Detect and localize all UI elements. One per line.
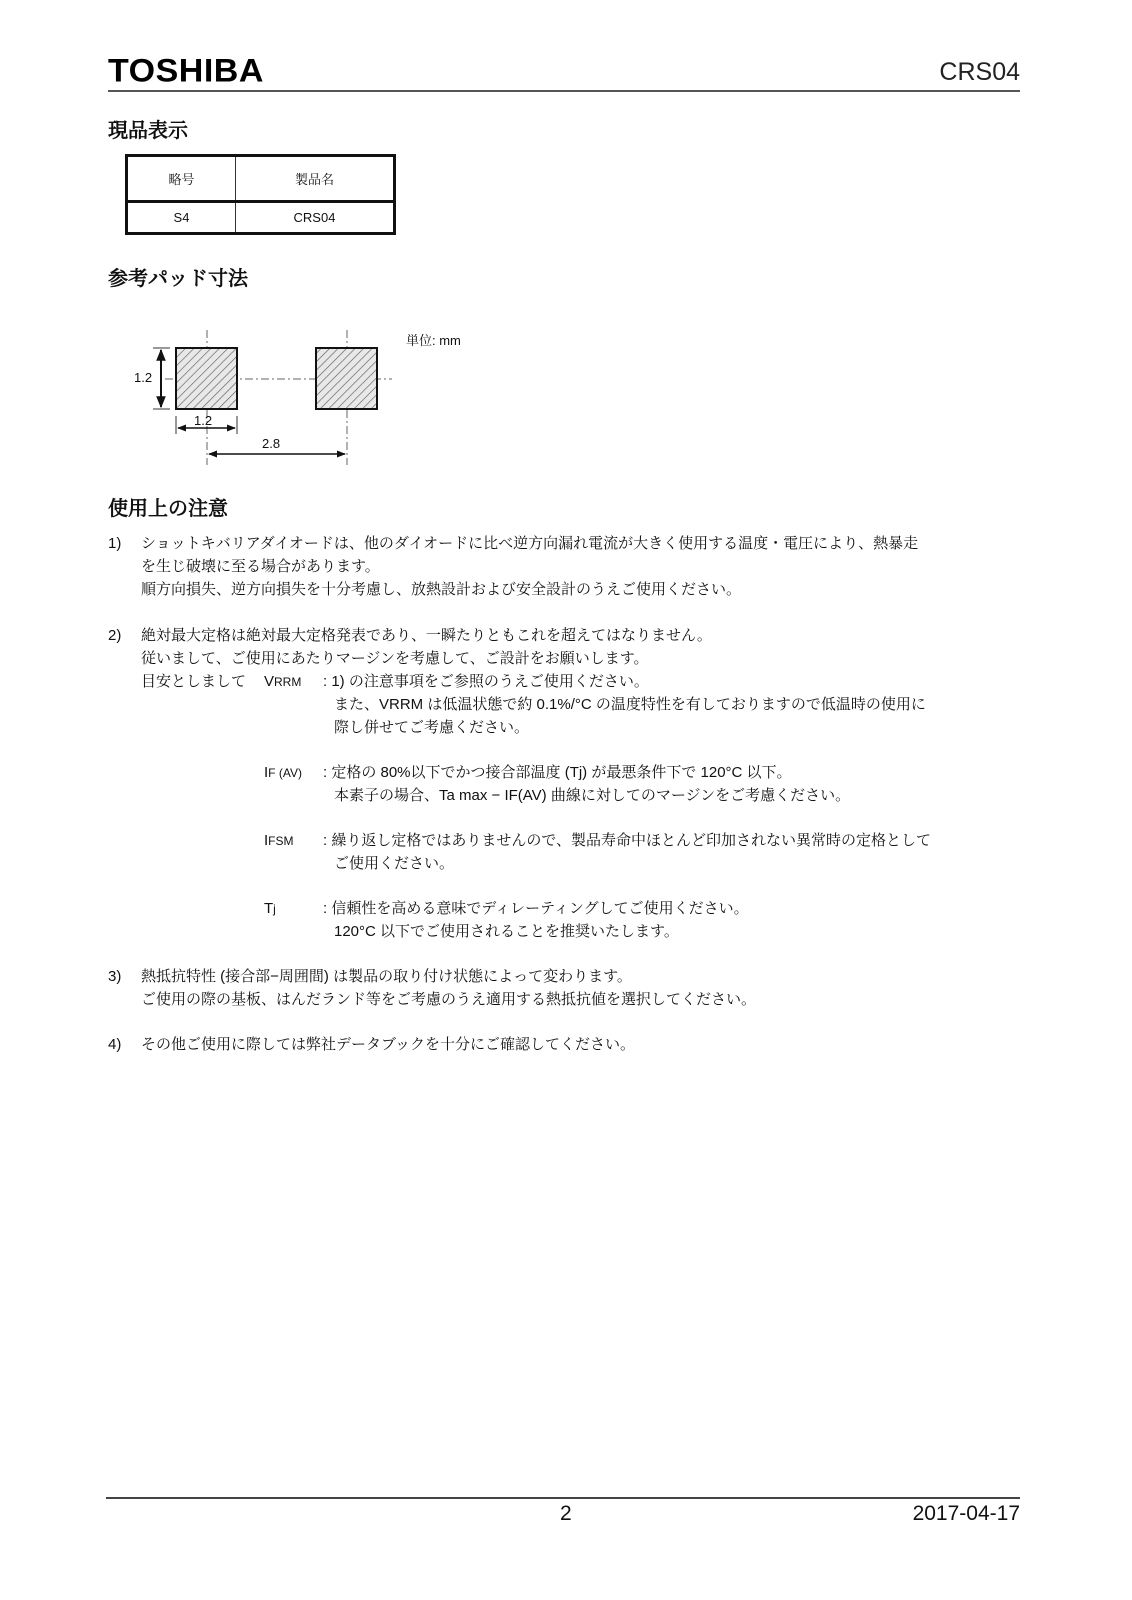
guide-label: 目安としまして: [141, 673, 247, 690]
page-number: 2: [560, 1502, 572, 1525]
pad-left: [176, 348, 237, 409]
param-text: ご使用ください。: [334, 855, 455, 872]
notes-list: [108, 532, 1020, 1052]
footer-divider: [106, 1497, 1020, 1499]
param-text: : 1) の注意事項をご参照のうえご使用ください。: [323, 673, 649, 690]
param-text: 120°C 以下でご使用されることを推奨いたします。: [334, 923, 679, 940]
param-symbol-vrrm: VRRM: [264, 673, 302, 690]
table-header-cell: 略号: [127, 156, 236, 202]
param-text: : 定格の 80%以下でかつ接合部温度 (Tj) が最悪条件下で 120°C 以下。: [323, 764, 792, 781]
note-text: を生じ破壊に至る場合があります。: [141, 558, 380, 575]
toshiba-logo: TOSHIBA: [108, 52, 264, 90]
param-symbol-ifsm: IFSM: [264, 832, 294, 849]
table-header-cell: 製品名: [236, 156, 395, 202]
note-number: 4): [108, 1036, 122, 1053]
table-row: [127, 202, 395, 234]
table-header-row: [127, 156, 395, 202]
param-text: : 信頼性を高める意味でディレーティングしてご使用ください。: [323, 900, 749, 917]
param-symbol-if-av: IF (AV): [264, 764, 302, 781]
note-number: 1): [108, 535, 122, 552]
pad-right: [316, 348, 377, 409]
marking-table: [125, 154, 396, 235]
notes-section-title: 使用上の注意: [108, 498, 228, 520]
note-text: 熱抵抗特性 (接合部−周囲間) は製品の取り付け状態によって変わります。: [141, 968, 632, 985]
document-date: 2017-04-17: [912, 1502, 1020, 1525]
table-cell-product: CRS04: [236, 202, 395, 234]
param-text: また、VRRM は低温状態で約 0.1%/°C の温度特性を有しておりますので低温時の使用に: [334, 696, 926, 713]
note-text: ショットキバリアダイオードは、他のダイオードに比べ逆方向漏れ電流が大きく使用する温度・電圧により、熱暴走: [141, 535, 919, 552]
note-text: ご使用の際の基板、はんだランド等をご考慮のうえ適用する熱抵抗値を選択してください。: [141, 991, 757, 1008]
header-divider: [108, 90, 1020, 92]
note-text: その他ご使用に際しては弊社データブックを十分にご確認してください。: [141, 1036, 635, 1053]
marking-section-title: 現品表示: [108, 120, 188, 142]
dimension-width-label: 1.2: [194, 413, 213, 428]
param-symbol-tj: Tj: [264, 900, 276, 917]
pad-section-title: 参考パッド寸法: [108, 268, 248, 290]
note-text: 順方向損失、逆方向損失を十分考慮し、放熱設計および安全設計のうえご使用ください。: [141, 581, 742, 598]
note-text: 従いまして、ご使用にあたりマージンを考慮して、ご設計をお願いします。: [141, 650, 649, 667]
unit-label: 単位: mm: [406, 333, 461, 348]
param-text: 本素子の場合、Ta max − IF(AV) 曲線に対してのマージンをご考慮ください。: [334, 787, 851, 804]
note-number: 2): [108, 627, 122, 644]
note-number: 3): [108, 968, 122, 985]
param-text: : 繰り返し定格ではありませんので、製品寿命中ほとんど印加されない異常時の定格として: [323, 832, 932, 849]
document-id: CRS04: [939, 58, 1020, 86]
dimension-height-label: 1.2: [134, 370, 153, 385]
dimension-pitch-label: 2.8: [262, 436, 281, 451]
note-text: 絶対最大定格は絶対最大定格発表であり、一瞬たりともこれを超えてはなりません。: [141, 627, 712, 644]
param-text: 際し併せてご考慮ください。: [334, 719, 530, 736]
table-cell-mark: S4: [127, 202, 236, 234]
